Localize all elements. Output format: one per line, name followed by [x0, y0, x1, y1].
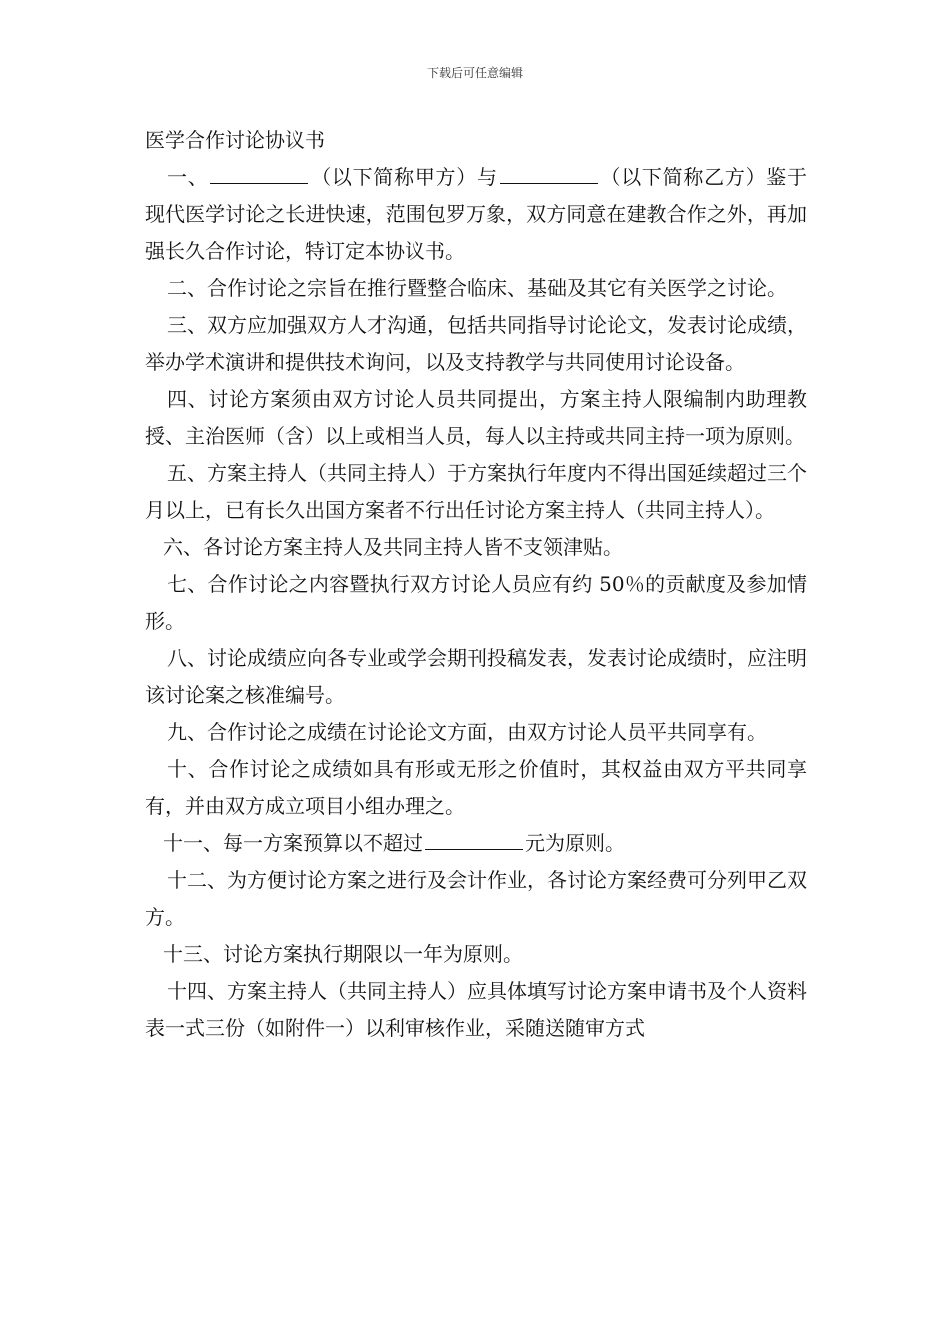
clause-4: 四、讨论方案须由双方讨论人员共同提出，方案主持人限编制内助理教授、主治医师（含）以上或相当人员，每人以主持或共同主持一项为原则。 [145, 387, 807, 448]
clause-11-prefix: 十一、每一方案预算以不超过 [163, 831, 423, 855]
clause-13: 十三、讨论方案执行期限以一年为原则。 [163, 942, 523, 966]
clause-1-mid2: （以下简称乙方）鉴于现代医学讨论之长进快速，范围包罗万象，双方同意在建教合作之外，再加强长久合作讨论，特订定本协议书。 [145, 165, 808, 263]
clause-1-mid1: （以下简称甲方）与 [310, 165, 498, 189]
party-a-blank[interactable] [210, 161, 308, 184]
budget-blank[interactable] [425, 827, 523, 850]
clause-2: 二、合作讨论之宗旨在推行暨整合临床、基础及其它有关医学之讨论。 [167, 276, 787, 300]
document-body [145, 122, 807, 1047]
clause-11 [145, 825, 807, 862]
party-b-blank[interactable] [500, 161, 598, 184]
clause-3: 三、双方应加强双方人才沟通，包括共同指导讨论论文，发表讨论成绩，举办学术演讲和提供技术询问，以及支持教学与共同使用讨论设备。 [145, 313, 807, 374]
clause-5: 五、方案主持人（共同主持人）于方案执行年度内不得出国延续超过三个月以上，已有长久出国方案者不行出任讨论方案主持人（共同主持人）。 [145, 461, 807, 522]
clause-12: 十二、为方便讨论方案之进行及会计作业，各讨论方案经费可分列甲乙双方。 [145, 868, 807, 929]
clause-1 [145, 159, 807, 270]
clause-11-suffix: 元为原则。 [525, 831, 625, 855]
clause-8: 八、讨论成绩应向各专业或学会期刊投稿发表，发表讨论成绩时，应注明该讨论案之核准编号。 [145, 646, 807, 707]
clause-14: 十四、方案主持人（共同主持人）应具体填写讨论方案申请书及个人资料表一式三份（如附件一）以利审核作业，采随送随审方式 [145, 979, 807, 1040]
document-title: 医学合作讨论协议书 [145, 128, 325, 152]
clause-9: 九、合作讨论之成绩在讨论论文方面，由双方讨论人员平共同享有。 [167, 720, 767, 744]
clause-1-prefix: 一、 [167, 165, 209, 189]
clause-6: 六、各讨论方案主持人及共同主持人皆不支领津贴。 [163, 535, 623, 559]
clause-7: 七、合作讨论之内容暨执行双方讨论人员应有约 50％的贡献度及参加情形。 [145, 572, 807, 633]
page-header-note: 下载后可任意编辑 [426, 66, 523, 80]
clause-10: 十、合作讨论之成绩如具有形或无形之价值时，其权益由双方平共同享有，并由双方成立项目小组办理之。 [145, 757, 807, 818]
